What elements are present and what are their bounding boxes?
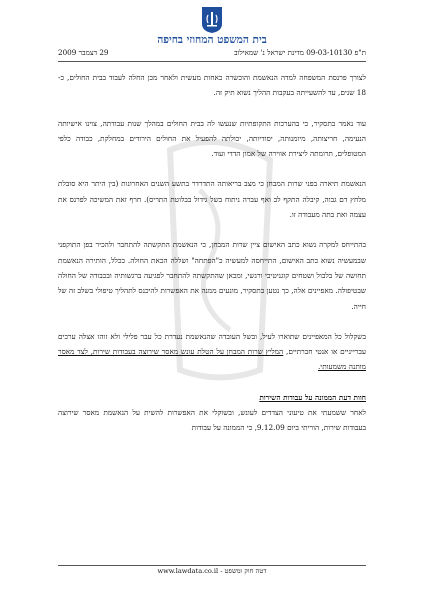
paragraph: עוד נאמר בתסקיר, כי בהערכות התקופתיות שנעשו לה בבית החולים במהלך שנות עבודתה, צוינו אישיותה הנעימה, חריצותה, מיומנותה, יסודיותה, יכולתה להפעיל את החולים הירודים במחלקת, כבודה כלפי המטופלים, תרומתה ליצירת אווירה של אמון הדדי ועוד.	[58, 118, 366, 159]
footer-source: דטה חוק ומשפט - www.lawdata.co.il	[157, 567, 267, 575]
document-date: 29 דצמבר 2009	[58, 48, 109, 57]
footer-divider	[58, 565, 366, 566]
recommendation-text: המליץ שרות המבחן על הטלת עונש מאסר שירוצה בעבודות שירות, לצד מאסר מותנה משמעותי.	[58, 347, 366, 372]
paragraph: בהתייחס למקרה נשוא כתב האישום ציין שרות המבחן, כי הנאשמת התקשתה להתחבר ולהכיר בפן התוקפני שבמעשיה נשוא כתב האישום, התייחסה למעשיה כ"הפתחה" ושללה הכאת החולה. ככלל, הותירה הנאשמת תחושה של בלבול ושטחים קוגניטיבי ורגשי, ומכאן שהתקשתה להתחבר לפגיעה ברגשותיה ובכבודה של החולה שבטיפולה. מאפיינים אלה, כך נטען בתסקיר, מונעים ממנה את האפשרות להיכנס לתהליך טיפולי בשלב זה של חייה.	[58, 240, 366, 311]
paragraph: הנאשמת תיארה בפני שרות המבחן כי מצב בריאותה התדרדר בתשע השנים האחרונות (בין היתר היא סובלת מלחץ דם גבוה, קיבלה התקף לב ואף עברה ניתוח בשל גידול בבלוטת התריס). חרף זאת המשיכה לפרנס את עצמה ואת בתה מעבודה זו.	[58, 179, 366, 220]
state-emblem-icon	[200, 6, 224, 34]
case-meta	[58, 48, 366, 62]
court-name: בית המשפט המחוזי בחיפה	[157, 34, 267, 46]
document-body	[58, 70, 366, 451]
header-divider	[58, 61, 366, 62]
paragraph: לצורך פרנסת המשפחה למדה הנאשמת והוכשרה כאחות מעשית ולאחר מכן החלה לעבוד בבית החולים, כ- 18 שנים, עד להשעייתה בעקבות ההליך נשוא תיק זה.	[58, 73, 366, 98]
paragraph: לאחר ששמעתי את טיעוני הצדדים לעונש, ובשוקלי את האפשרות להשית על הנאשמת מאסר שירוצה בעבודות שירות, הוריתי ביום 9.12.09, כי הממונה על עבודות	[58, 408, 366, 433]
paragraph-text: בשקלול כל המאפיינים שתוארו לעיל, ובשל העובדה שהנאשמת נעדרת כל עבר פלילי ולא זוהו אצלה ערכים עברייניים או אנטי חברתיים,	[58, 331, 366, 357]
section-heading: חוות דעת הממונה על עבודות השירות	[259, 392, 366, 402]
paragraph	[58, 329, 366, 375]
case-number: ת"פ 09-03-10130 מדינת ישראל נ' שמאילוב	[234, 48, 366, 57]
